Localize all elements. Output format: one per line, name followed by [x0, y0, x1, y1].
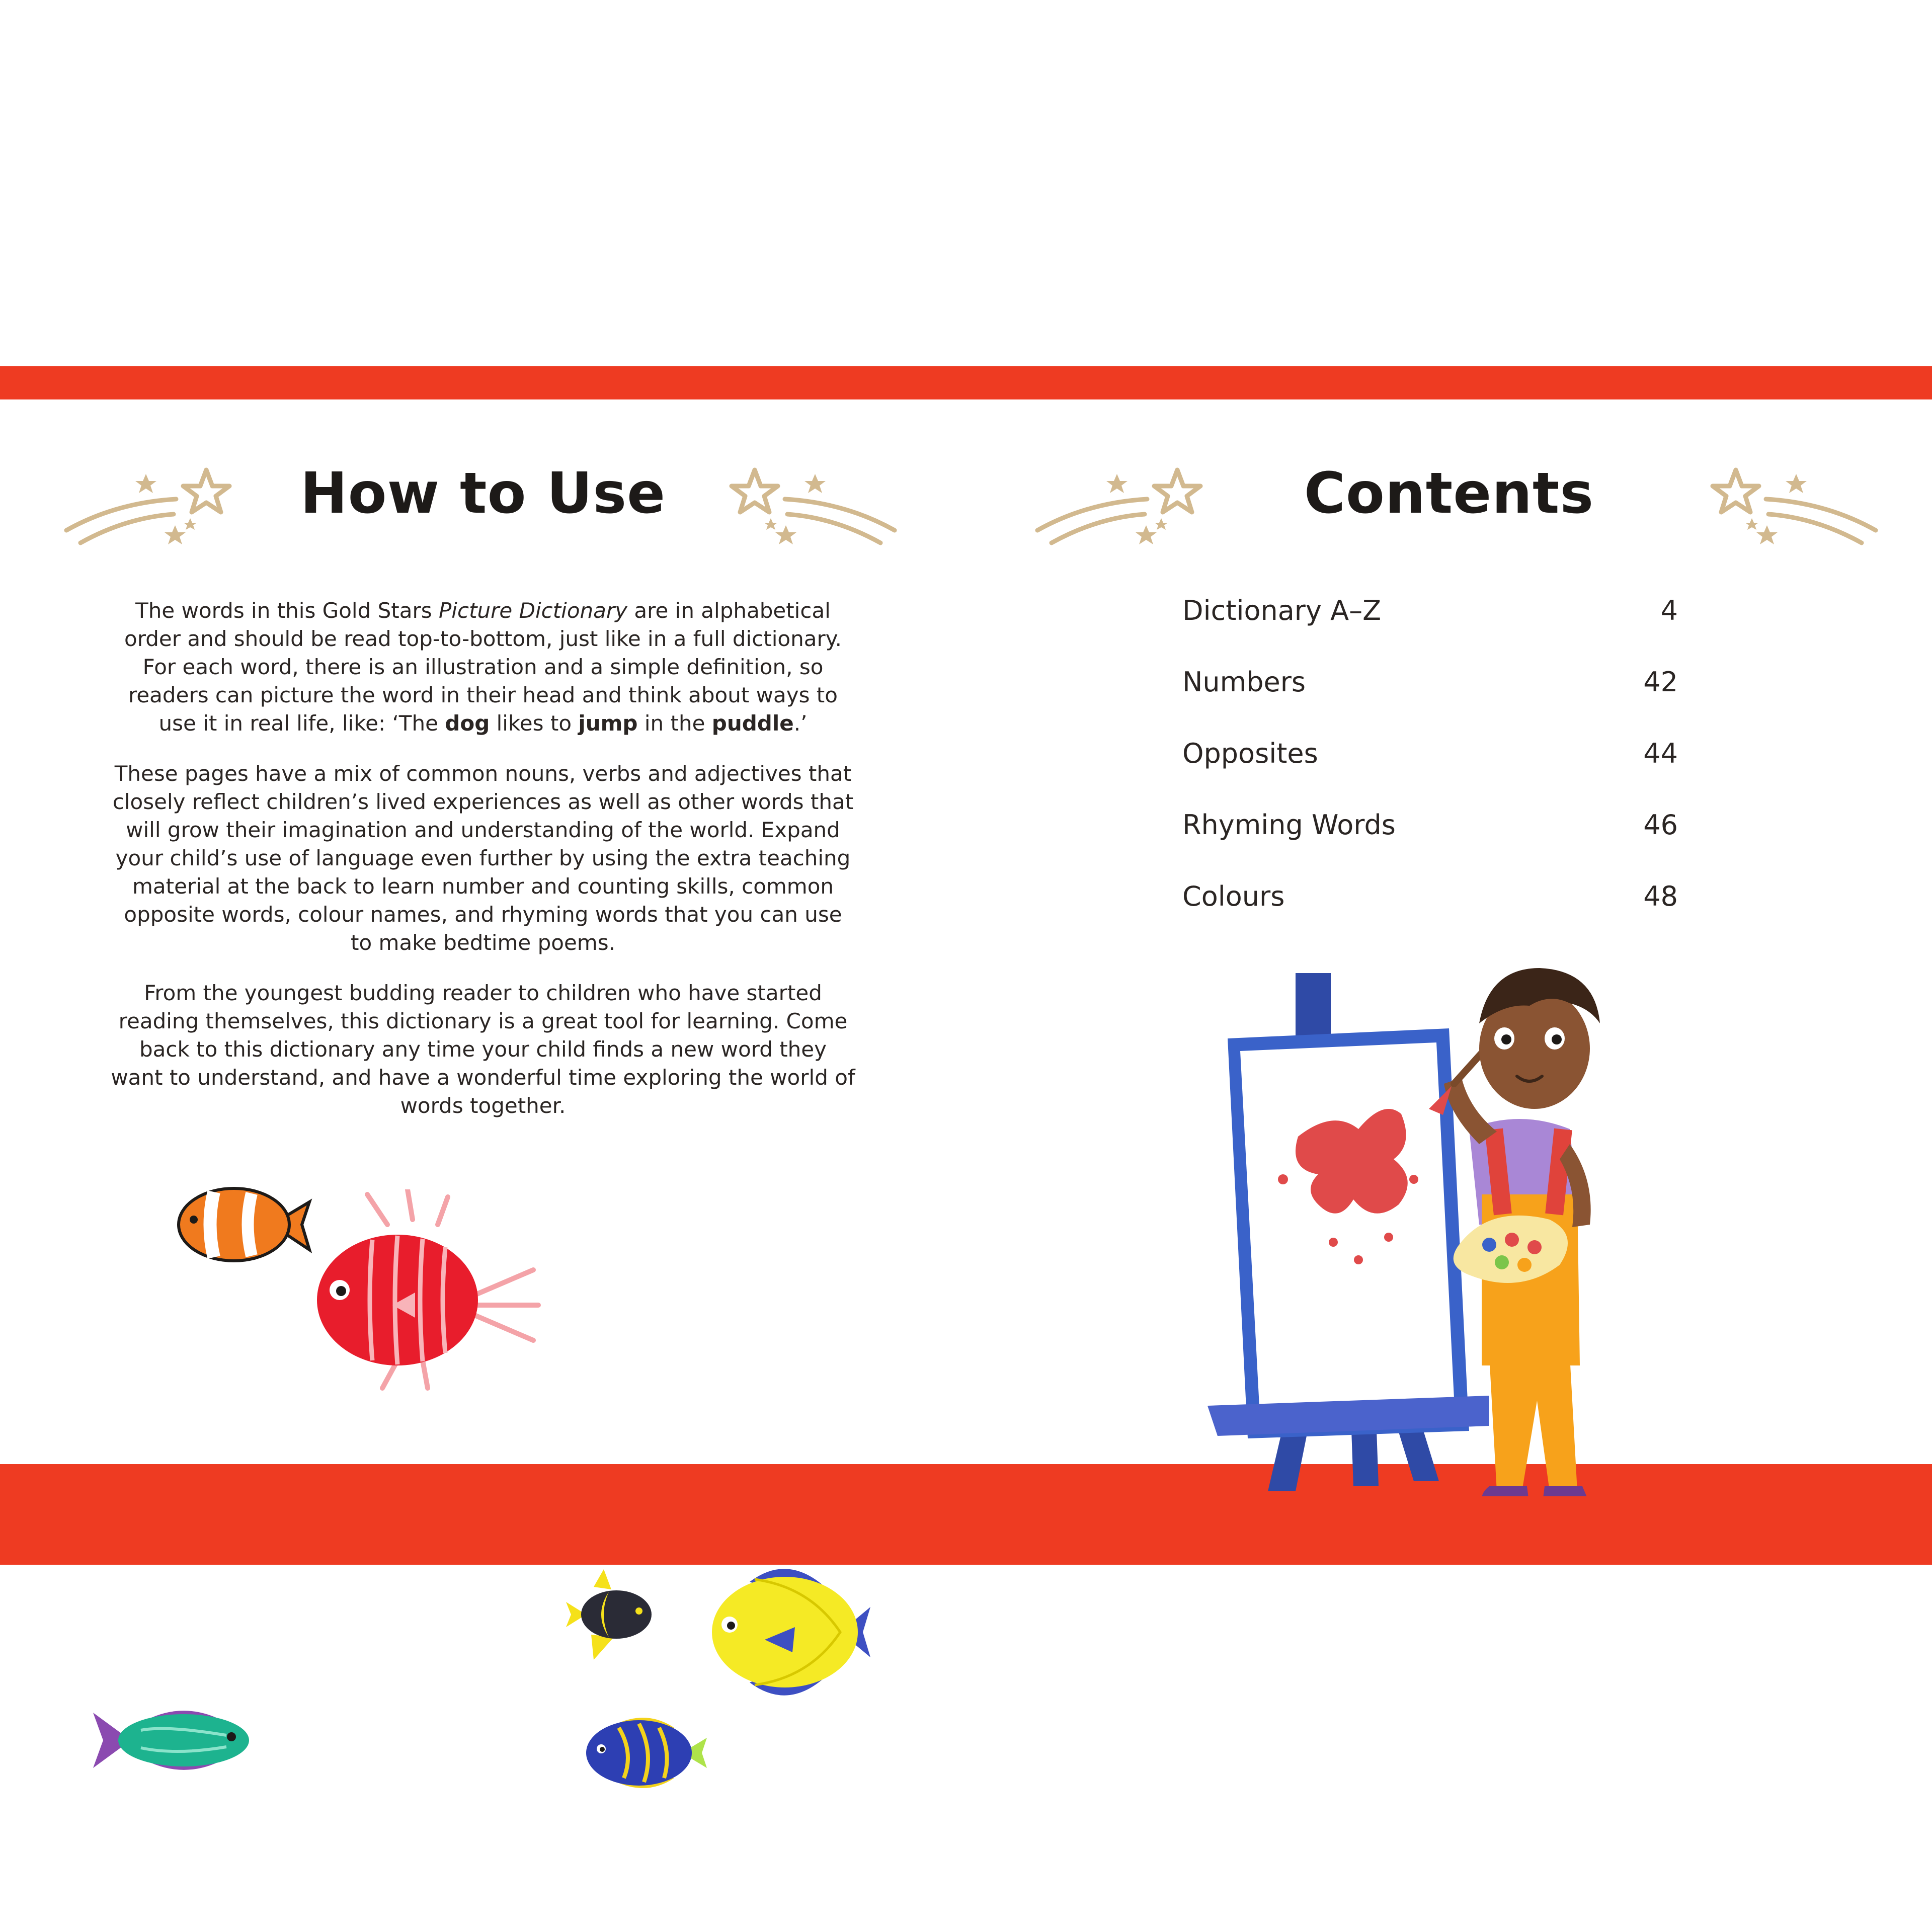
toc-page-number: 4 — [1660, 595, 1678, 626]
green-fish-icon — [91, 1698, 262, 1783]
shooting-star-icon — [1701, 455, 1882, 555]
table-of-contents — [1182, 595, 1678, 952]
intro-text — [111, 597, 855, 1142]
shooting-star-icon — [719, 455, 901, 555]
toc-page-number: 48 — [1643, 880, 1678, 912]
intro-paragraph-1: The words in this Gold Stars Picture Dictionary are in alphabetical order and should be read top-to-bottom, just like in a full dictionary. For each word, there is an illustration and a simple definition, so readers can picture the word in their head and think about ways to use it in real life, like: ‘The dog likes to jump in the puddle.’ — [124, 598, 842, 736]
clownfish-icon — [166, 1169, 317, 1280]
blue-angelfish-icon — [574, 1708, 709, 1798]
contents-page — [966, 399, 1932, 1464]
toc-row-numbers[interactable] — [1182, 666, 1678, 738]
yellow-angelfish-icon — [689, 1557, 875, 1708]
toc-label: Opposites — [1182, 738, 1318, 769]
top-red-band — [0, 366, 1932, 399]
toc-row-rhyming-words[interactable] — [1182, 809, 1678, 880]
page-title: Contents — [1304, 461, 1594, 526]
toc-row-colours[interactable] — [1182, 880, 1678, 952]
toc-page-number: 46 — [1643, 809, 1678, 841]
intro-paragraph-2: These pages have a mix of common nouns, verbs and adjectives that closely reflect children’s lived experiences as well as other words that will grow their imagination and understanding of the world. Expand your child’s use of language even further by using the extra teaching material at the back to learn number and counting skills, common opposite words, colour names, and rhyming words that you can use to make bedtime poems. — [112, 761, 854, 955]
red-striped-fish-icon — [312, 1189, 543, 1391]
toc-label: Colours — [1182, 880, 1285, 912]
toc-label: Dictionary A–Z — [1182, 595, 1382, 626]
page-title: How to Use — [300, 461, 666, 526]
intro-paragraph-3: From the youngest budding reader to children who have started reading themselves, this dictionary is a great tool for learning. Come back to this dictionary any time your child finds a new word they want to understand, and have a wonderful time exploring the world of words together. — [111, 981, 855, 1118]
toc-row-opposites[interactable] — [1182, 738, 1678, 809]
toc-page-number: 44 — [1643, 738, 1678, 769]
toc-label: Rhyming Words — [1182, 809, 1396, 841]
toc-row-dictionary[interactable] — [1182, 595, 1678, 666]
how-to-use-page — [0, 399, 966, 1464]
child-painting-easel-illustration — [1208, 963, 1660, 1496]
yellow-black-fish-icon — [564, 1567, 654, 1662]
toc-page-number: 42 — [1643, 666, 1678, 698]
toc-label: Numbers — [1182, 666, 1306, 698]
